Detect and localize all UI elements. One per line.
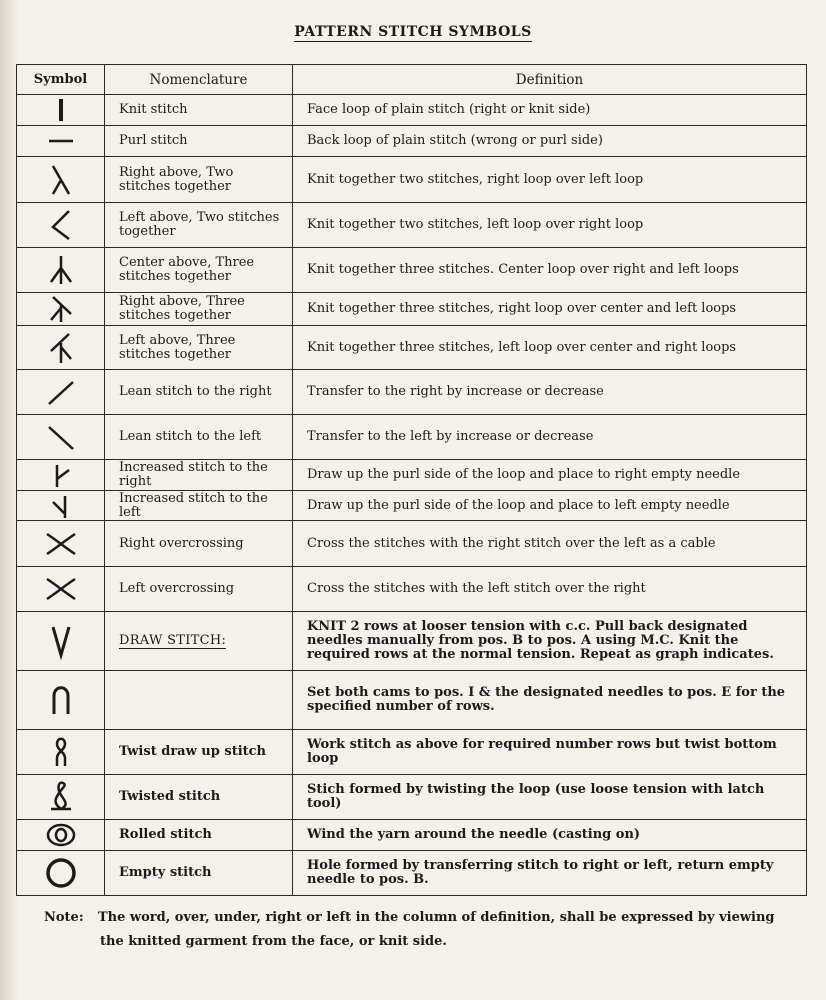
note-text-2: the knitted garment from the face, or knit side. (100, 934, 447, 949)
nomenclature-cell: Center above, Three stitches together (105, 248, 293, 293)
v-icon (41, 619, 81, 663)
nomenclature-cell: Right above, Three stitches together (105, 293, 293, 326)
header-definition: Definition (293, 65, 807, 95)
table-row (17, 491, 807, 521)
nomenclature-cell: Empty stitch (105, 851, 293, 896)
definition-cell: Set both cams to pos. I & the designated needles to pos. E for the specified number of rows. (293, 671, 807, 730)
arch-icon (41, 678, 81, 722)
definition-cell: Transfer to the right by increase or decrease (293, 370, 807, 415)
header-symbol: Symbol (17, 65, 105, 95)
right-overcross-icon (41, 524, 81, 564)
definition-cell: Cross the stitches with the left stitch over the right (293, 567, 807, 612)
center-above-three-icon (41, 250, 81, 290)
definition-cell: Knit together three stitches, right loop over center and left loops (293, 293, 807, 326)
nomenclature-cell: Rolled stitch (105, 820, 293, 851)
table-row (17, 730, 807, 775)
stitch-symbols-table (16, 64, 807, 896)
nomenclature-cell: Lean stitch to the right (105, 370, 293, 415)
table-row (17, 460, 807, 491)
vertical-bar-icon (41, 96, 81, 124)
nomenclature-cell: Right above, Two stitches together (105, 157, 293, 203)
note-label: Note: (44, 910, 84, 925)
nomenclature-cell (105, 671, 293, 730)
circle-icon (41, 853, 81, 893)
left-overcross-icon (41, 569, 81, 609)
nomenclature-cell: Lean stitch to the left (105, 415, 293, 460)
nomenclature-cell: Knit stitch (105, 95, 293, 126)
table-row (17, 775, 807, 820)
table-row (17, 415, 807, 460)
horizontal-bar-icon (41, 127, 81, 155)
table-row (17, 370, 807, 415)
definition-cell: Hole formed by transferring stitch to right or left, return empty needle to pos. B. (293, 851, 807, 896)
right-above-three-icon (41, 294, 81, 324)
table-row (17, 851, 807, 896)
page-title: PATTERN STITCH SYMBOLS (294, 24, 532, 40)
definition-cell: Transfer to the left by increase or decrease (293, 415, 807, 460)
nomenclature-cell: Twist draw up stitch (105, 730, 293, 775)
nomenclature-cell: Left above, Two stitches together (105, 203, 293, 248)
right-above-two-icon (41, 160, 81, 200)
table-row (17, 248, 807, 293)
twisted-icon (41, 777, 81, 817)
definition-cell: Knit together two stitches, left loop over right loop (293, 203, 807, 248)
definition-cell: Work stitch as above for required number rows but twist bottom loop (293, 730, 807, 775)
increase-right-icon (41, 461, 81, 489)
increase-left-icon (41, 492, 81, 520)
table-header-row (17, 65, 807, 95)
table-row (17, 567, 807, 612)
definition-cell: KNIT 2 rows at looser tension with c.c. Pull back designated needles manually from pos. B to pos. A using M.C. Knit the required rows at the normal tension. Repeat as graph indicates. (293, 612, 807, 671)
table-row (17, 612, 807, 671)
lean-left-icon (41, 417, 81, 457)
draw-stitch-label: DRAW STITCH: (119, 633, 227, 648)
definition-cell: Back loop of plain stitch (wrong or purl side) (293, 126, 807, 157)
definition-cell: Face loop of plain stitch (right or knit side) (293, 95, 807, 126)
left-above-two-icon (41, 205, 81, 245)
nomenclature-cell: Purl stitch (105, 126, 293, 157)
table-row (17, 157, 807, 203)
table-row (17, 521, 807, 567)
nomenclature-cell: Increased stitch to the right (105, 460, 293, 491)
nomenclature-cell: Right overcrossing (105, 521, 293, 567)
definition-cell: Knit together two stitches, right loop over left loop (293, 157, 807, 203)
lean-right-icon (41, 372, 81, 412)
definition-cell: Cross the stitches with the right stitch over the left as a cable (293, 521, 807, 567)
table-row (17, 820, 807, 851)
definition-cell: Knit together three stitches. Center loop over right and left loops (293, 248, 807, 293)
table-row (17, 126, 807, 157)
table-row (17, 671, 807, 730)
nomenclature-cell: Left overcrossing (105, 567, 293, 612)
twist-draw-icon (41, 732, 81, 772)
table-row (17, 203, 807, 248)
definition-cell: Draw up the purl side of the loop and place to left empty needle (293, 491, 807, 521)
nomenclature-cell: Left above, Three stitches together (105, 326, 293, 370)
note-text-1: The word, over, under, right or left in the column of definition, shall be expressed by viewing (98, 910, 775, 925)
left-above-three-icon (41, 329, 81, 367)
nomenclature-cell: Increased stitch to the left (105, 491, 293, 521)
definition-cell: Wind the yarn around the needle (casting on) (293, 820, 807, 851)
footnote-line-1 (44, 906, 814, 930)
nomenclature-cell: Twisted stitch (105, 775, 293, 820)
definition-cell: Knit together three stitches, left loop over center and right loops (293, 326, 807, 370)
footnote (44, 906, 814, 954)
definition-cell: Draw up the purl side of the loop and place to right empty needle (293, 460, 807, 491)
table-row (17, 293, 807, 326)
table-row (17, 95, 807, 126)
header-nomenclature: Nomenclature (105, 65, 293, 95)
rolled-icon (41, 821, 81, 849)
definition-cell: Stich formed by twisting the loop (use loose tension with latch tool) (293, 775, 807, 820)
table-row (17, 326, 807, 370)
